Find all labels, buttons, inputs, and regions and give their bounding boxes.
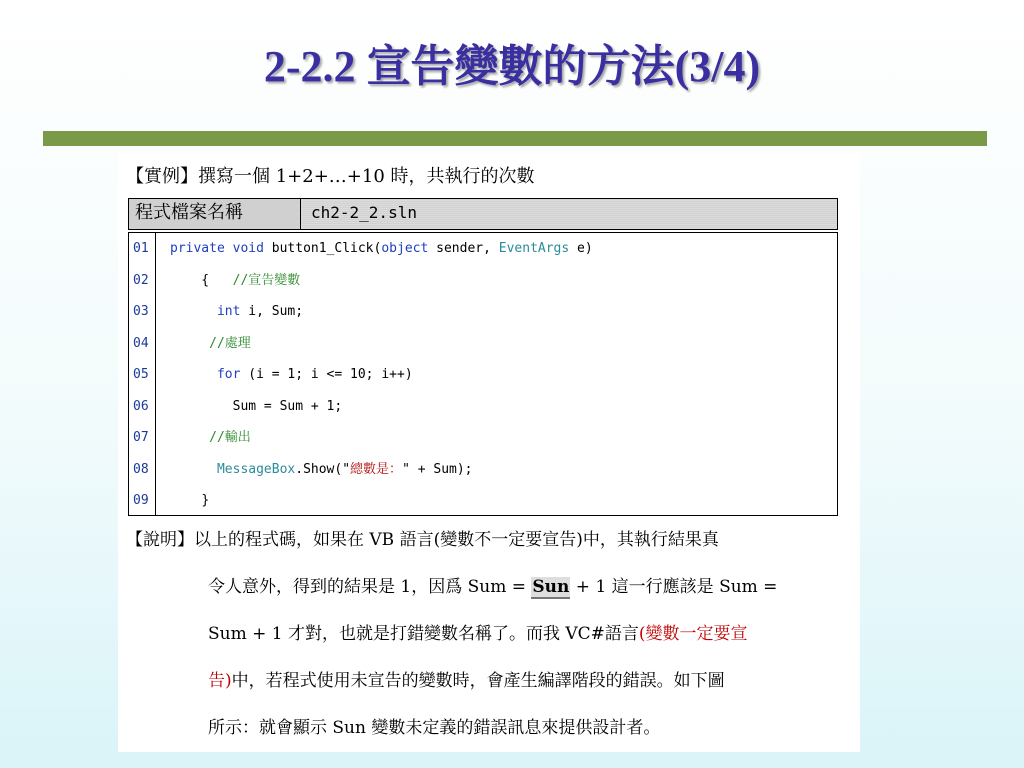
explanation-text: Sum + 1 才對，也就是打錯變數名稱了。而我 VC#語言 xyxy=(208,624,639,644)
code-token: (i = 1; i <= 10; i++) xyxy=(240,367,413,382)
code-line xyxy=(156,296,837,328)
code-comment: //宣告變數 xyxy=(232,272,301,288)
explanation-text: 令人意外，得到的結果是 1，因爲 Sum = xyxy=(208,577,532,597)
code-token: MessageBox xyxy=(216,461,296,477)
code-token: } xyxy=(201,493,210,508)
explanation-line xyxy=(126,573,856,620)
file-name-value: ch2-2_2.sln xyxy=(301,199,837,229)
code-token xyxy=(170,367,217,382)
code-token: { xyxy=(170,272,233,288)
code-token xyxy=(170,336,209,351)
line-number-gutter xyxy=(129,233,156,515)
explanation-line xyxy=(126,667,856,714)
code-token xyxy=(170,304,217,319)
explanation-line: 所示：就會顯示 Sun 變數未定義的錯誤訊息來提供設計者。 xyxy=(208,718,661,738)
code-token xyxy=(170,493,201,508)
title-divider xyxy=(43,131,987,146)
code-line xyxy=(156,485,837,517)
explanation-line: 【說明】以上的程式碼，如果在 VB 語言(變數不一定要宣告)中，其執行結果真 xyxy=(126,530,719,550)
code-comment: //處理 xyxy=(209,335,251,351)
line-number: 08 xyxy=(133,461,149,477)
code-line xyxy=(156,233,837,265)
code-line xyxy=(156,265,837,297)
explanation-line xyxy=(126,620,856,667)
code-token: EventArgs xyxy=(498,241,570,256)
code-token: i, Sum; xyxy=(240,304,304,319)
code-token xyxy=(170,399,233,414)
code-token: for xyxy=(216,367,241,382)
explanation-text: 中，若程式使用未宣告的變數時，會產生編譯階段的錯誤。如下圖 xyxy=(231,671,725,691)
code-line xyxy=(156,391,837,423)
code-string: 總數是： xyxy=(350,461,403,477)
file-name-label: 程式檔案名稱 xyxy=(129,199,301,229)
code-body xyxy=(156,233,837,515)
code-token xyxy=(170,430,209,445)
code-comment: //輸出 xyxy=(209,430,251,445)
title-part: (3/4) xyxy=(674,42,761,91)
file-name-table xyxy=(128,198,838,230)
example-heading: 【實例】撰寫一個 1+2+…+10 時，共執行的次數 xyxy=(126,166,535,187)
line-number: 02 xyxy=(133,272,149,288)
line-number: 06 xyxy=(133,398,149,414)
title-text: 宣告變數的方法 xyxy=(366,42,675,91)
code-token: " + Sum); xyxy=(402,461,473,477)
code-line xyxy=(156,359,837,391)
line-number: 01 xyxy=(133,241,149,256)
code-line xyxy=(156,454,837,486)
code-token: void xyxy=(232,241,264,256)
highlighted-variable: Sun xyxy=(532,577,570,597)
line-number: 04 xyxy=(133,335,149,351)
code-line xyxy=(156,422,837,454)
slide-title xyxy=(0,30,1024,94)
emphasis-text: (變數一定要宣 xyxy=(638,624,748,644)
code-token: object xyxy=(381,241,429,256)
explanation-text: + 1 這一行應該是 Sum = xyxy=(570,577,778,597)
explanation-block xyxy=(126,526,856,761)
title-code: 2-2.2 xyxy=(263,42,356,91)
line-number: 03 xyxy=(133,304,149,319)
code-token: int xyxy=(216,304,241,319)
code-token: .Show(" xyxy=(295,461,351,477)
content-image xyxy=(118,154,860,752)
line-number: 05 xyxy=(133,367,149,382)
code-token: e) xyxy=(569,241,593,256)
line-number: 07 xyxy=(133,430,149,445)
emphasis-text: 告) xyxy=(208,671,232,691)
code-token: private xyxy=(170,241,225,256)
code-token xyxy=(170,462,217,477)
code-line xyxy=(156,328,837,360)
line-number: 09 xyxy=(133,493,149,508)
code-token: sender, xyxy=(428,241,499,256)
code-token: button1_Click( xyxy=(263,241,382,256)
code-token: Sum = Sum + 1; xyxy=(232,398,343,414)
code-listing xyxy=(128,232,838,516)
